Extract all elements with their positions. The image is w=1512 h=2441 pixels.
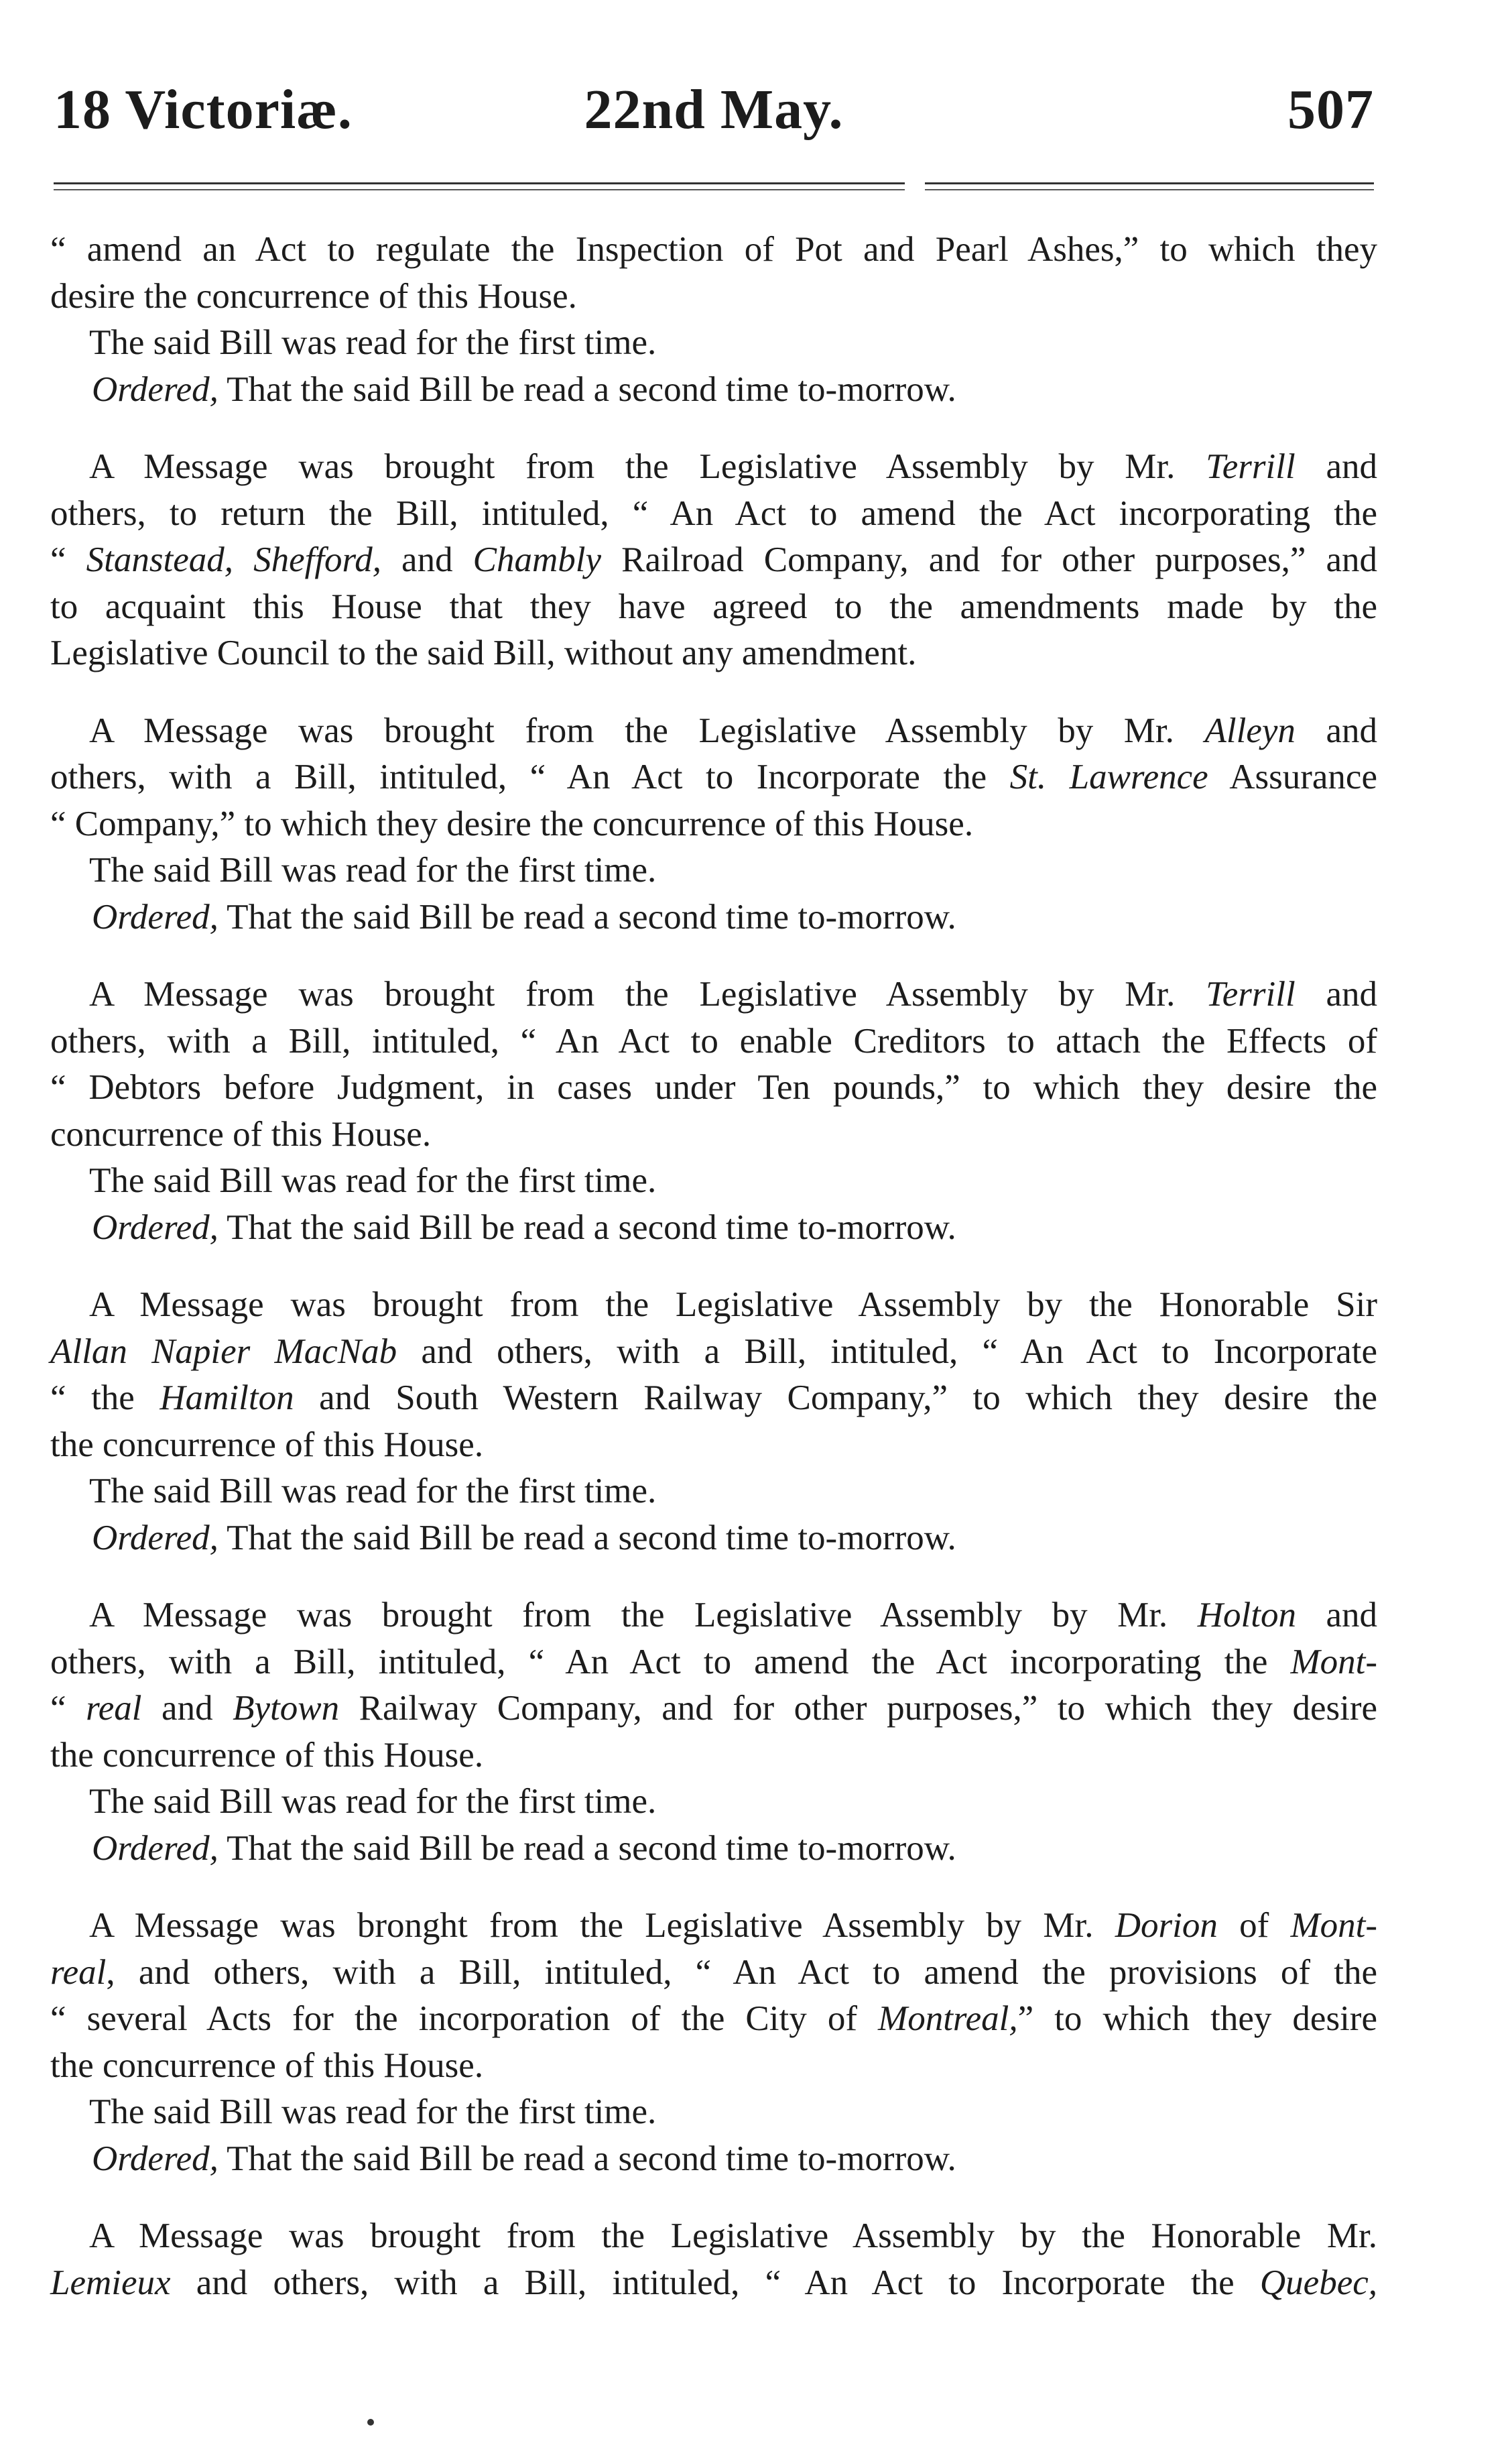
text-line: The said Bill was read for the first time. xyxy=(89,851,657,890)
text-line: A Message was brought from the Legislative Assembly by the Honorable Sir xyxy=(89,1285,1377,1324)
text-line: “ Stanstead, Shefford, and Chambly Railroad Company, and for other purposes,” and xyxy=(50,540,1378,579)
header-session: 18 Victoriæ. xyxy=(54,78,353,141)
text-line: A Message was brought from the Legislative Assembly by Mr. Holton and xyxy=(89,1596,1377,1634)
text-line: to acquaint this House that they have agreed to the amendments made by the xyxy=(50,587,1377,626)
paragraph xyxy=(50,320,1377,413)
header-date: 22nd May. xyxy=(584,78,844,141)
text-line: “ several Acts for the incorporation of the City of Montreal,” to which they desire xyxy=(50,1999,1377,2038)
ordered-line xyxy=(50,367,1377,414)
paragraph xyxy=(50,444,1377,677)
text-line: the concurrence of this House. xyxy=(50,1425,484,1464)
text-line: A Message was brought from the Legislative Assembly by Mr. Terrill and xyxy=(89,975,1377,1014)
text-line: “ Company,” to which they desire the concurrence of this House. xyxy=(50,804,974,843)
text-line: Ordered, That the said Bill be read a second time to-morrow. xyxy=(92,897,956,937)
text-line: the concurrence of this House. xyxy=(50,1735,484,1775)
stray-mark xyxy=(367,2419,374,2426)
text-line: “ Debtors before Judgment, in cases under Ten pounds,” to which they desire the xyxy=(50,1068,1377,1107)
paragraph xyxy=(50,1903,1377,2182)
text-line: others, with a Bill, intituled, “ An Act to enable Creditors to attach the Effects of xyxy=(50,1021,1377,1061)
paragraph xyxy=(50,708,1377,941)
text-line: The said Bill was read for the first time. xyxy=(89,1472,657,1510)
paragraph xyxy=(50,2213,1377,2306)
page-header xyxy=(54,77,1374,151)
text-line: The said Bill was read for the first time. xyxy=(89,1161,657,1200)
text-line: others, with a Bill, intituled, “ An Act to Incorporate the St. Lawrence Assurance xyxy=(50,758,1377,796)
text-line: Legislative Council to the said Bill, without any amendment. xyxy=(50,634,917,672)
text-line: others, to return the Bill, intituled, “ An Act to amend the Act incorporating the xyxy=(50,493,1377,533)
text-line: “ the Hamilton and South Western Railway Company,” to which they desire the xyxy=(50,1378,1377,1417)
text-line: real, and others, with a Bill, intituled, “ An Act to amend the provisions of the xyxy=(50,1952,1377,1992)
journal-body xyxy=(50,227,1377,2337)
text-line: The said Bill was read for the first time. xyxy=(89,323,657,362)
text-line: Ordered, That the said Bill be read a second time to-morrow. xyxy=(92,1518,956,1557)
ordered-line-text: Ordered, That the said Bill be read a second time to-morrow. xyxy=(92,369,956,409)
text-line: The said Bill was read for the first time. xyxy=(89,1782,657,1821)
text-line: Ordered, That the said Bill be read a second time to-morrow. xyxy=(92,1207,956,1247)
text-line: “ real and Bytown Railway Company, and for other purposes,” to which they desire xyxy=(50,1689,1377,1728)
paragraph xyxy=(50,227,1377,320)
paragraph xyxy=(50,1592,1377,1872)
page-number: 507 xyxy=(1287,78,1374,141)
text-line: concurrence of this House. xyxy=(50,1114,432,1154)
header-rule xyxy=(54,182,1374,193)
text-line: A Message was brought from the Legislative Assembly by the Honorable Mr. xyxy=(89,2216,1377,2255)
text-line: A Message was brought from the Legislative Assembly by Mr. Alleyn and xyxy=(89,711,1377,750)
text-line: desire the concurrence of this House. xyxy=(50,276,577,316)
text-line: Lemieux and others, with a Bill, intituled, “ An Act to Incorporate the Quebec, xyxy=(50,2263,1377,2302)
text-line: others, with a Bill, intituled, “ An Act to amend the Act incorporating the Mont- xyxy=(50,1642,1377,1681)
paragraph xyxy=(50,971,1377,1251)
text-line: the concurrence of this House. xyxy=(50,2045,484,2085)
text-line: A Message was bronght from the Legislative Assembly by Mr. Dorion of Mont- xyxy=(89,1906,1377,1945)
text-line: The said Bill was read for the first time. xyxy=(89,2092,657,2131)
paragraph xyxy=(50,1282,1377,1561)
text-line: “ amend an Act to regulate the Inspection of Pot and Pearl Ashes,” to which they xyxy=(50,230,1377,269)
text-line: Ordered, That the said Bill be read a second time to-morrow. xyxy=(92,1828,956,1868)
text-line: A Message was brought from the Legislative Assembly by Mr. Terrill and xyxy=(89,447,1377,486)
text-line: Ordered, That the said Bill be read a second time to-morrow. xyxy=(92,2139,956,2178)
text-line: Allan Napier MacNab and others, with a Bill, intituled, “ An Act to Incorporate xyxy=(50,1331,1377,1371)
